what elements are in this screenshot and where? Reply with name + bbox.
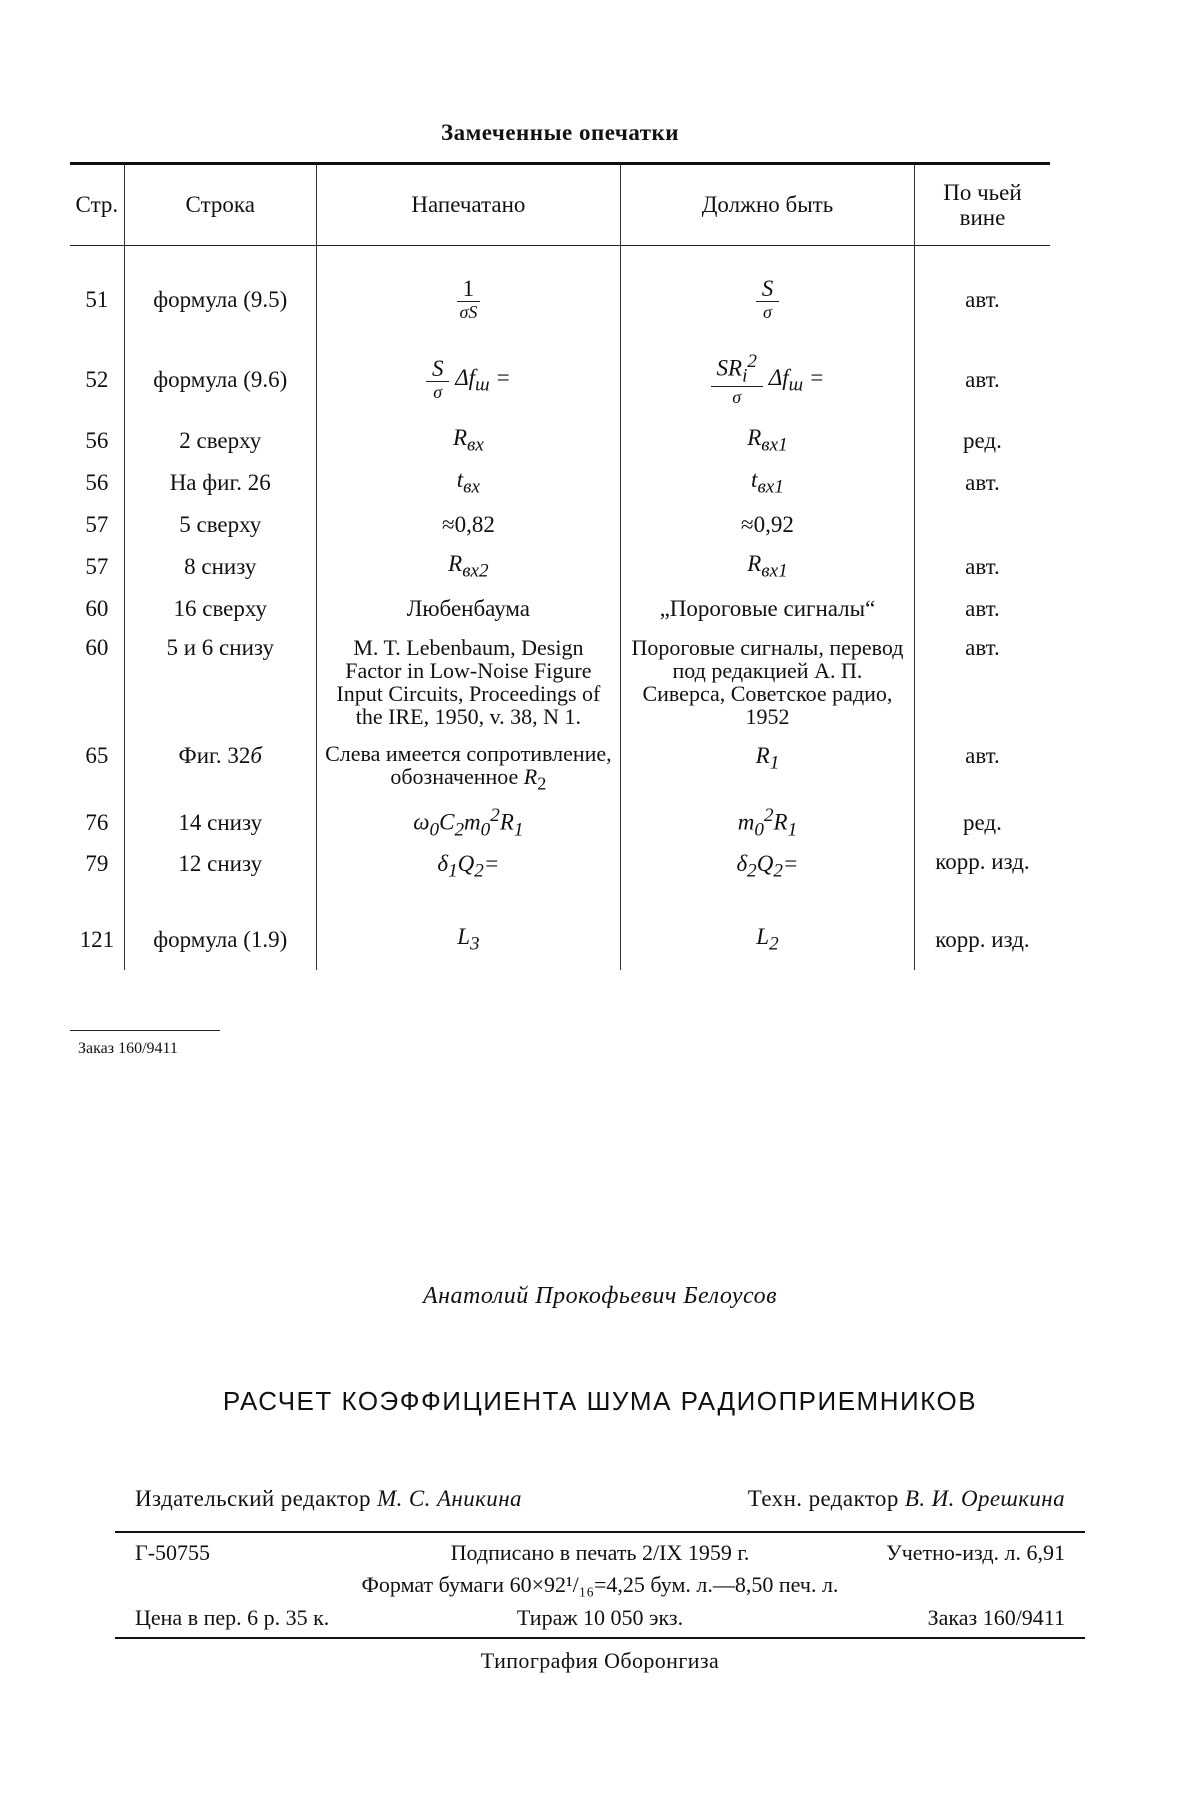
cell-fault: авт. <box>914 588 1050 630</box>
header-correct: Должно быть <box>620 164 914 246</box>
tech-editor-name: В. И. Орешкина <box>904 1486 1065 1511</box>
cell-correct: $R_{вх1}$ <box>620 420 914 462</box>
cell-page: 60 <box>85 595 109 621</box>
cell-line: 14 снизу <box>124 802 316 844</box>
cell-page: 56 <box>85 427 109 453</box>
tech-editor-label: Техн. редактор <box>747 1486 899 1511</box>
cell-correct: ≈0,92 <box>620 504 914 546</box>
cell-page: 76 <box>85 810 109 836</box>
cell-fault: авт. <box>914 546 1050 588</box>
imprint-format: Формат бумаги 60×92¹/₁₆=4,25 бум. л.—8,50 печ. л. <box>361 1572 839 1597</box>
cell-printed: Любенбаума <box>316 588 620 630</box>
imprint-top-rule <box>115 1531 1085 1533</box>
header-printed: Напечатано <box>316 164 620 246</box>
cell-correct: „Пороговые сигналы“ <box>620 588 914 630</box>
cell-correct: $\frac{S}{\sigma}$ <box>620 260 914 340</box>
imprint-order: Заказ 160/9411 <box>927 1605 1065 1630</box>
cell-line: формула (1.9) <box>124 910 316 970</box>
cell-printed: $\frac{1}{\sigma S}$ <box>316 260 620 340</box>
tech-editor <box>748 1486 1065 1512</box>
cell-printed: M. T. Lebenbaum, Design Factor in Low-Noise Figure Input Circuits, Proceedings of the IRE, 1950, v. 38, N 1. <box>316 630 620 734</box>
header-fault: По чьей вине <box>914 164 1050 246</box>
errata-title: Замеченные опечатки <box>440 120 680 145</box>
imprint-line-1 <box>135 1538 1065 1568</box>
cell-printed: $L_3$ <box>316 910 620 970</box>
publishing-editor-name: М. С. Аникина <box>377 1486 522 1511</box>
cell-page: 51 <box>85 286 109 312</box>
cell-fault: ред. <box>914 802 1050 844</box>
cell-line: 16 сверху <box>124 588 316 630</box>
cell-page: 56 <box>85 469 109 495</box>
cell-page: 121 <box>79 927 115 953</box>
imprint-signed: Подписано в печать 2/IX 1959 г. <box>450 1540 750 1565</box>
cell-line: формула (9.5) <box>124 260 316 340</box>
book-title: РАСЧЕТ КОЭФФИЦИЕНТА ШУМА РАДИОПРИЕМНИКОВ <box>222 1386 978 1416</box>
imprint-account: Учетно-изд. л. 6,91 <box>886 1540 1065 1565</box>
cell-page: 79 <box>85 851 109 877</box>
imprint-line-3 <box>135 1603 1065 1633</box>
cell-fault: ред. <box>914 420 1050 462</box>
cell-printed: ≈0,82 <box>316 504 620 546</box>
cell-page: 65 <box>85 743 109 769</box>
author-name: Анатолий Прокофьевич Белоусов <box>422 1283 777 1309</box>
short-rule <box>70 1030 220 1031</box>
cell-printed: $\frac{S}{\sigma}$ $\Delta f_ш$ = <box>316 340 620 420</box>
cell-line: 5 сверху <box>124 504 316 546</box>
table-row <box>70 504 1050 546</box>
table-row <box>70 734 1050 802</box>
imprint-code: Г-50755 <box>135 1540 211 1565</box>
table-row <box>70 802 1050 844</box>
cell-line: формула (9.6) <box>124 340 316 420</box>
table-row <box>70 462 1050 504</box>
cell-page: 52 <box>85 366 109 392</box>
table-row <box>70 630 1050 734</box>
cell-page: 57 <box>85 511 109 537</box>
cell-line: 12 снизу <box>124 844 316 910</box>
cell-line: Фиг. 32б <box>124 734 316 802</box>
publishing-editor-label: Издательский редактор <box>135 1486 371 1511</box>
table-row <box>70 420 1050 462</box>
table-row <box>70 340 1050 420</box>
cell-fault: корр. изд. <box>914 910 1050 970</box>
cell-printed: $R_{вх}$ <box>316 420 620 462</box>
imprint-bottom-rule <box>115 1637 1085 1639</box>
table-row <box>70 546 1050 588</box>
cell-correct: $\delta_2Q_2=$ <box>620 844 914 910</box>
imprint-price: Цена в пер. 6 р. 35 к. <box>135 1605 330 1630</box>
cell-line: 2 сверху <box>124 420 316 462</box>
editors-line <box>135 1486 1065 1512</box>
cell-fault <box>914 504 1050 546</box>
header-line: Строка <box>124 164 316 246</box>
imprint-run: Тираж 10 050 экз. <box>516 1605 684 1630</box>
cell-correct: Пороговые сигналы, перевод под редакцией А. П. Сиверса, Советское радио, 1952 <box>620 630 914 734</box>
cell-printed: Слева имеется сопротивление, обозначенное $R_2$ <box>316 734 620 802</box>
errata-table <box>70 162 1050 970</box>
cell-line: На фиг. 26 <box>124 462 316 504</box>
cell-line: 5 и 6 снизу <box>124 630 316 734</box>
table-row <box>70 260 1050 340</box>
cell-correct: $\frac{SR_i^2}{\sigma}$ $\Delta f_ш$ = <box>620 340 914 420</box>
cell-fault: авт. <box>914 260 1050 340</box>
cell-fault: корр. изд. <box>914 844 1050 910</box>
cell-page: 57 <box>85 553 109 579</box>
cell-fault: авт. <box>914 734 1050 802</box>
cell-fault: авт. <box>914 340 1050 420</box>
cell-fault: авт. <box>914 630 1050 734</box>
cell-line: 8 снизу <box>124 546 316 588</box>
header-page: Стр. <box>70 164 124 246</box>
cell-page: 60 <box>85 635 109 660</box>
table-row <box>70 588 1050 630</box>
cell-correct: $L_2$ <box>620 910 914 970</box>
printer-name: Типография Оборонгиза <box>480 1648 720 1673</box>
cell-correct: $t_{вх1}$ <box>620 462 914 504</box>
cell-printed: $\omega_0C_2m_0^2R_1$ <box>316 802 620 844</box>
cell-correct: $m_0^2R_1$ <box>620 802 914 844</box>
order-note: Заказ 160/9411 <box>78 1040 178 1057</box>
cell-correct: $R_1$ <box>620 734 914 802</box>
cell-printed: $t_{вх}$ <box>316 462 620 504</box>
cell-printed: $\delta_1Q_2=$ <box>316 844 620 910</box>
cell-fault: авт. <box>914 462 1050 504</box>
imprint-line-2 <box>135 1570 1065 1600</box>
cell-printed: $R_{вх2}$ <box>316 546 620 588</box>
table-row <box>70 844 1050 910</box>
table-row <box>70 910 1050 970</box>
cell-correct: $R_{вх1}$ <box>620 546 914 588</box>
